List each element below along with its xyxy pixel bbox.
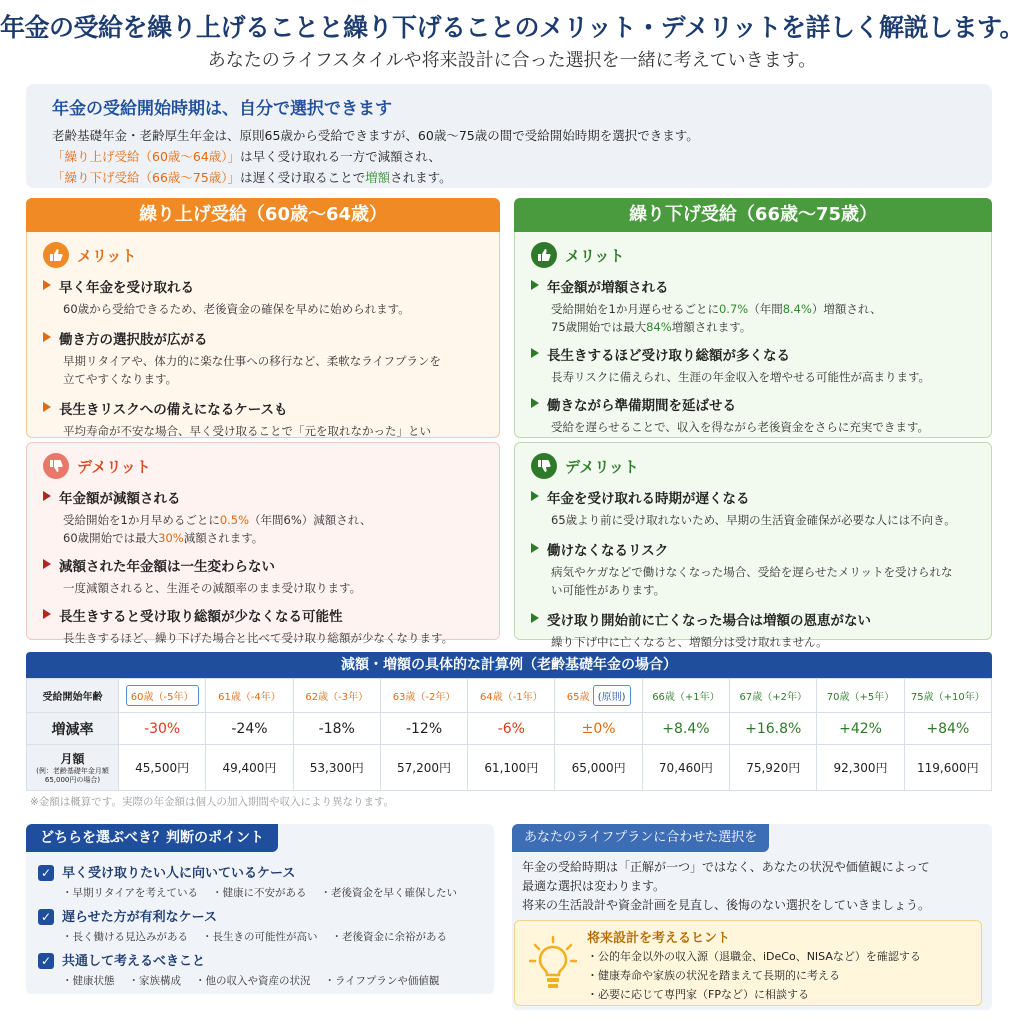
- rate-highlight: 84%: [646, 320, 672, 334]
- kurisage-demerit-1: [531, 487, 975, 529]
- group-item: ・健康に不安がある: [211, 887, 307, 899]
- text-part: ）増額され、: [811, 302, 882, 316]
- check-icon: ✓: [38, 865, 54, 881]
- kuriage-demerit-1: [43, 487, 483, 547]
- item-body: 病気やケガなどで働けなくなった場合、受給を遅らせたメリットを受けられない可能性があります。: [551, 565, 953, 597]
- item-heading: 働けなくなるリスク: [547, 543, 669, 559]
- monthly-cell: 45,500円: [119, 745, 206, 791]
- intro-line-3: [52, 167, 966, 188]
- page-subtitle: あなたのライフスタイルや将来設計に合った選択を一緒に考えていきます。: [207, 50, 817, 71]
- hint-item: ・健康寿命や家族の状況を踏まえて長期的に考える: [587, 969, 840, 982]
- group-items: [38, 885, 471, 900]
- rate-highlight: 8.4%: [782, 302, 812, 316]
- item-body: 65歳より前に受け取れないため、早期の生活資金確保が必要な人には不向き。: [551, 513, 956, 527]
- kuriage-merit-1: [43, 276, 483, 318]
- item-body: 長生きするほど、繰り下げた場合と比べて受け取り総額が少なくなります。: [63, 631, 454, 645]
- monthly-cell: 75,920円: [730, 745, 817, 791]
- item-body: 60歳から受給できるため、老後資金の確保を早めに始められます。: [63, 302, 410, 316]
- rate-cell: -30%: [119, 713, 206, 745]
- lifeplan-line: 将来の生活設計や資金計画を見直し、後悔のない選択をしていきましょう。: [522, 898, 931, 912]
- monthly-cell: 61,100円: [468, 745, 555, 791]
- bullet-arrow-icon: [43, 402, 51, 412]
- lightbulb-icon: [529, 935, 577, 995]
- item-body: 一度減額されると、生涯その減額率のまま受け取ります。: [63, 581, 362, 595]
- rate-cell: -18%: [293, 713, 380, 745]
- age-cell: 75歳（+10年）: [904, 679, 991, 713]
- group-item: ・早期リタイアを考えている: [62, 887, 198, 899]
- age-cell: 61歳（-4年）: [206, 679, 293, 713]
- bullet-arrow-icon: [531, 348, 539, 358]
- kuriage-demerit-3: [43, 605, 483, 647]
- table-row-rate: [27, 713, 992, 745]
- base-tag: (原則): [593, 685, 631, 706]
- kuriage-merit-label: [43, 242, 483, 268]
- item-heading: 長生きリスクへの備えになるケースも: [59, 402, 288, 418]
- lifeplan-title: あなたのライフプランに合わせた選択を: [512, 824, 769, 852]
- item-heading: 長生きすると受け取り総額が少なくなる可能性: [59, 609, 343, 625]
- item-heading: 減額された年金額は一生変わらない: [59, 559, 275, 575]
- age-cell: [119, 679, 206, 713]
- page-title: 年金の受給を繰り上げることと繰り下げることのメリット・デメリットを詳しく解説します。: [0, 13, 1024, 42]
- hint-title: 将来設計を考えるヒント: [587, 931, 731, 946]
- kurisage-demerit-3: [531, 609, 975, 651]
- item-heading: 年金を受け取れる時期が遅くなる: [547, 491, 750, 507]
- monthly-cell: 65,000円: [555, 745, 642, 791]
- thumbs-up-icon: [531, 242, 557, 268]
- item-heading: 年金額が増額される: [547, 280, 669, 296]
- hint-box: [514, 920, 982, 1006]
- kuriage-merit-panel: [26, 232, 500, 438]
- group-items: [38, 929, 461, 944]
- kuriage-demerit-text: デメリット: [77, 457, 151, 476]
- kurisage-merit-3: [531, 394, 975, 436]
- item-body: 早期リタイアや、体力的に楽な仕事への移行など、柔軟なライフプランを立てやすくなります。: [63, 354, 442, 386]
- kurisage-demerit-2: [531, 539, 975, 599]
- text-part: （年間6%）減額され、: [249, 513, 372, 527]
- calc-table: [26, 678, 992, 791]
- bullet-arrow-icon: [531, 491, 539, 501]
- lifeplan-text: [522, 858, 978, 915]
- item-body: [531, 300, 975, 336]
- age-cell: 67歳（+2年）: [730, 679, 817, 713]
- monthly-cell: 70,460円: [642, 745, 729, 791]
- decision-group-1: [38, 862, 471, 900]
- kuriage-header: 繰り上げ受給（60歳～64歳）: [26, 198, 500, 232]
- text-part: 増額されます。: [671, 320, 752, 334]
- group-heading: 共通して考えるべきこと: [62, 954, 206, 969]
- rate-highlight: 0.7%: [718, 302, 749, 316]
- intro-increase-term: 増額: [365, 170, 391, 185]
- row-label-rate: 増減率: [27, 713, 119, 745]
- lifeplan-line: 年金の受給時期は「正解が一つ」ではなく、あなたの状況や価値観によって: [522, 860, 930, 874]
- kurisage-merit-label: [531, 242, 975, 268]
- kuriage-demerit-label: [43, 453, 483, 479]
- rate-cell: -6%: [468, 713, 555, 745]
- bullet-arrow-icon: [43, 559, 51, 569]
- intro-heading: 年金の受給開始時期は、自分で選択できます: [52, 99, 392, 119]
- bullet-arrow-icon: [43, 332, 51, 342]
- thumbs-down-icon: [43, 453, 69, 479]
- rate-cell: +42%: [817, 713, 904, 745]
- bullet-arrow-icon: [43, 491, 51, 501]
- kuriage-demerit-panel: [26, 442, 500, 645]
- thumbs-down-icon: [531, 453, 557, 479]
- age-base: 65歳: [566, 692, 590, 703]
- intro-line-3-rest: されます。: [390, 170, 452, 185]
- item-heading: 長生きするほど受け取り総額が多くなる: [547, 348, 790, 364]
- intro-kurisage-term: 「繰り下げ受給（66歳～75歳）」: [52, 170, 241, 185]
- item-heading: 働き方の選択肢が広がる: [59, 332, 208, 348]
- text-part: 減額されます。: [183, 531, 264, 545]
- text-part: 60歳開始では最大: [63, 531, 159, 545]
- calc-table-title: 減額・増額の具体的な計算例（老齢基礎年金の場合）: [26, 652, 992, 678]
- rate-cell: ±0%: [555, 713, 642, 745]
- age-cell: 66歳（+1年）: [642, 679, 729, 713]
- kurisage-demerit-text: デメリット: [565, 457, 639, 476]
- decision-group-3: [38, 950, 453, 988]
- monthly-cell: 49,400円: [206, 745, 293, 791]
- monthly-note: (例：老齢基礎年金月額65,000円の場合): [36, 767, 109, 784]
- group-item: ・ライフプランや価値観: [324, 975, 440, 987]
- intro-kuriage-term: 「繰り上げ受給（60歳～64歳）」: [52, 149, 241, 164]
- age-cell: 63歳（-2年）: [380, 679, 467, 713]
- intro-line-1: 老齢基礎年金・老齢厚生年金は、原則65歳から受給できますが、60歳～75歳の間で受給開始時期を選択できます。: [52, 128, 699, 143]
- check-icon: ✓: [38, 953, 54, 969]
- item-body: 長寿リスクに備えられ、生涯の年金収入を増やせる可能性が高まります。: [551, 370, 931, 384]
- age-cell-base: [555, 679, 642, 713]
- table-row-monthly: [27, 745, 992, 791]
- group-item: ・健康状態: [62, 975, 115, 987]
- rate-cell: +8.4%: [642, 713, 729, 745]
- intro-box: [26, 84, 992, 188]
- kurisage-demerit-panel: [514, 442, 992, 649]
- rate-highlight: 30%: [158, 531, 184, 545]
- group-item: ・老後資金を早く確保したい: [320, 887, 457, 899]
- group-item: ・長生きの可能性が高い: [202, 931, 318, 943]
- monthly-cell: 92,300円: [817, 745, 904, 791]
- thumbs-up-icon: [43, 242, 69, 268]
- group-item: ・家族構成: [128, 975, 181, 987]
- lifeplan-box: [512, 824, 992, 1010]
- group-items: [38, 973, 453, 988]
- rate-cell: +84%: [904, 713, 991, 745]
- intro-line-2: [52, 146, 966, 167]
- text-part: （年間: [748, 302, 783, 316]
- group-heading: 遅らせた方が有利なケース: [62, 910, 217, 925]
- item-heading: 働きながら準備期間を延ばせる: [547, 398, 736, 414]
- age-cell: 62歳（-3年）: [293, 679, 380, 713]
- hint-item: ・公的年金以外の収入源（退職金、iDeCo、NISAなど）を確認する: [587, 950, 921, 963]
- monthly-label: 月額: [60, 752, 85, 766]
- bullet-arrow-icon: [531, 543, 539, 553]
- group-item: ・老後資金に余裕がある: [331, 931, 447, 943]
- monthly-cell: 53,300円: [293, 745, 380, 791]
- kurisage-merit-2: [531, 344, 975, 386]
- age-selected: 60歳（-5年）: [126, 685, 199, 706]
- age-cell: 64歳（-1年）: [468, 679, 555, 713]
- item-body: 平均寿命が不安な場合、早く受け取ることで「元を取れなかった」とい: [63, 424, 431, 438]
- rate-cell: -24%: [206, 713, 293, 745]
- rate-cell: -12%: [380, 713, 467, 745]
- rate-cell: +16.8%: [730, 713, 817, 745]
- item-body: [43, 511, 483, 547]
- decision-title: どちらを選ぶべき？判断のポイント: [26, 824, 278, 852]
- item-heading: 受け取り開始前に亡くなった場合は増額の恩恵がない: [547, 613, 871, 629]
- bullet-arrow-icon: [43, 280, 51, 290]
- row-label-monthly: [27, 745, 119, 791]
- text-part: 受給開始を1か月遅らせるごとに: [551, 302, 719, 316]
- monthly-cell: 119,600円: [904, 745, 991, 791]
- kuriage-merit-2: [43, 328, 483, 388]
- decision-group-2: [38, 906, 461, 944]
- text-part: 受給開始を1か月早めるごとに: [63, 513, 220, 527]
- kurisage-merit-text: メリット: [565, 246, 625, 265]
- rate-highlight: 0.5%: [219, 513, 250, 527]
- kuriage-merit-text: メリット: [77, 246, 137, 265]
- table-footnote: ※金額は概算です。実際の年金額は個人の加入期間や収入により異なります。: [30, 796, 395, 808]
- row-label-age: 受給開始年齢: [27, 679, 119, 713]
- bullet-arrow-icon: [531, 398, 539, 408]
- group-heading: 早く受け取りたい人に向いているケース: [62, 866, 296, 881]
- kurisage-header: 繰り下げ受給（66歳～75歳）: [514, 198, 992, 232]
- item-body: 繰り下げ中に亡くなると、増額分は受け取れません。: [551, 635, 828, 649]
- hint-item: ・必要に応じて専門家（FPなど）に相談する: [587, 988, 809, 1001]
- kurisage-merit-panel: [514, 232, 992, 438]
- intro-line-3-mid: は遅く受け取ることで: [240, 170, 366, 185]
- group-item: ・長く働ける見込みがある: [62, 931, 188, 943]
- text-part: 75歳開始では最大: [551, 320, 647, 334]
- bullet-arrow-icon: [531, 613, 539, 623]
- age-cell: 70歳（+5年）: [817, 679, 904, 713]
- bullet-arrow-icon: [531, 280, 539, 290]
- item-body: 受給を遅らせることで、収入を得ながら老後資金をさらに充実できます。: [551, 420, 930, 434]
- decision-box: [26, 824, 494, 994]
- lifeplan-line: 最適な選択は変わります。: [522, 879, 666, 893]
- bullet-arrow-icon: [43, 609, 51, 619]
- item-heading: 年金額が減額される: [59, 491, 181, 507]
- hint-list: [587, 947, 921, 1004]
- kurisage-merit-1: [531, 276, 975, 336]
- table-row-age: [27, 679, 992, 713]
- kuriage-demerit-2: [43, 555, 483, 597]
- item-heading: 早く年金を受け取れる: [59, 280, 194, 296]
- intro-line-2-rest: は早く受け取れる一方で減額され、: [240, 149, 441, 164]
- monthly-cell: 57,200円: [380, 745, 467, 791]
- kurisage-demerit-label: [531, 453, 975, 479]
- check-icon: ✓: [38, 909, 54, 925]
- group-item: ・他の収入や資産の状況: [195, 975, 311, 987]
